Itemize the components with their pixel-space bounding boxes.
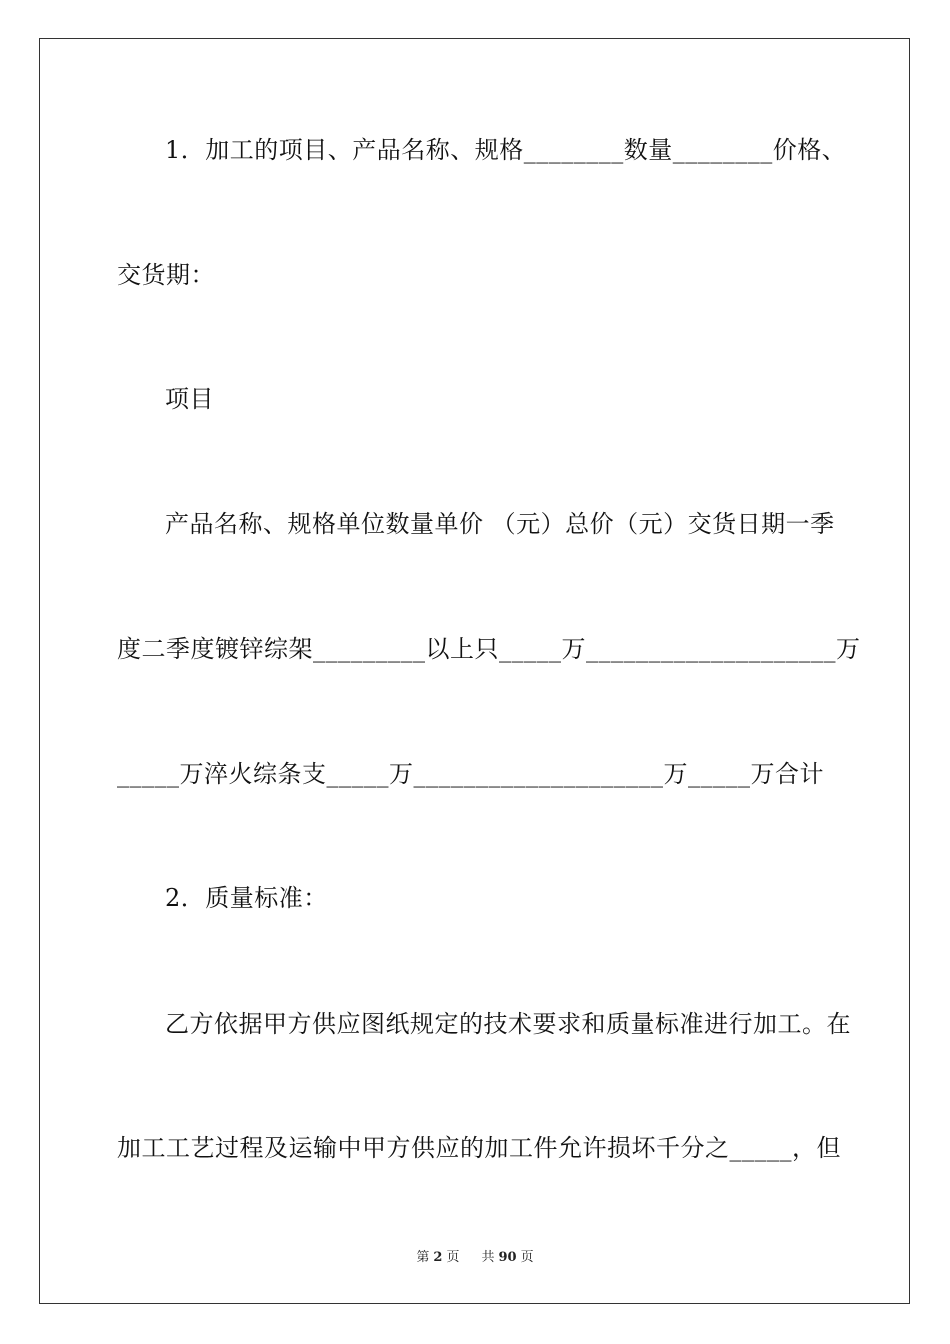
paragraph-line-8: 乙方依据甲方供应图纸规定的技术要求和质量标准进行加工。在: [165, 1010, 851, 1038]
footer-page-prefix: 第: [416, 1250, 430, 1265]
paragraph-line-2: 交货期：: [117, 261, 215, 289]
footer-total-suffix: 页: [520, 1250, 534, 1265]
paragraph-line-4: 产品名称、规格单位数量单价 （元）总价（元）交货日期一季: [165, 510, 835, 538]
footer-page-suffix: 页: [446, 1250, 460, 1265]
paragraph-line-3: 项目: [165, 385, 214, 413]
paragraph-line-1: 1．加工的项目、产品名称、规格________数量________价格、: [165, 136, 847, 164]
paragraph-line-6: _____万淬火综条支_____万____________________万_____万合计: [117, 760, 824, 788]
paragraph-line-7: 2．质量标准：: [165, 884, 328, 912]
footer-page-number: 2: [433, 1250, 443, 1265]
footer-total-pages: 90: [498, 1250, 517, 1265]
paragraph-line-5: 度二季度镀锌综架_________以上只_____万____________________万: [117, 635, 861, 663]
page-border: [39, 38, 910, 1304]
paragraph-line-9: 加工工艺过程及运输中甲方供应的加工件允许损坏千分之_____，但: [117, 1134, 841, 1162]
footer-total-prefix: 共: [481, 1250, 495, 1265]
page-footer: [0, 1246, 950, 1265]
